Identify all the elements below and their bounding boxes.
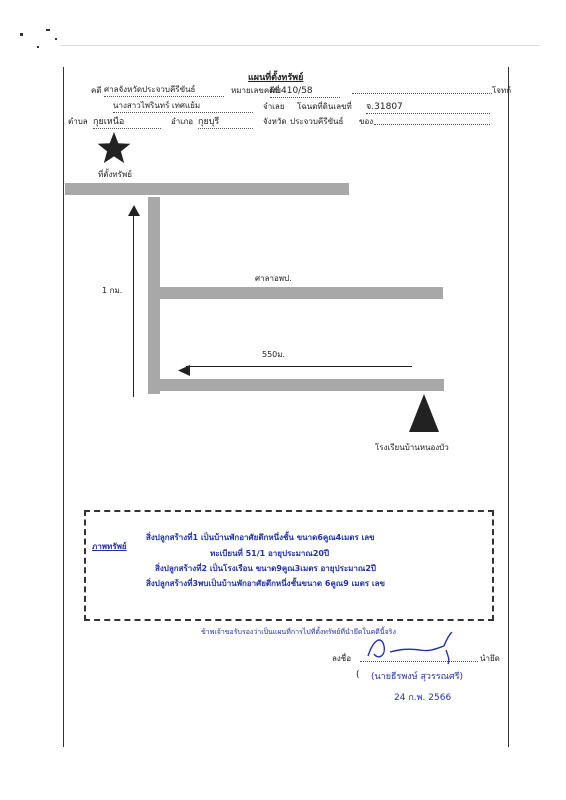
main-road (65, 183, 349, 195)
plaintiff-label: โจทก์ (492, 86, 512, 95)
defendant-name: นางสาวไพรินทร์ เทศแย้ม (113, 99, 253, 113)
case-number: ผบ410/58 (270, 83, 340, 98)
side-road-upper (160, 287, 443, 299)
property-location-label: ที่ตั้งทรัพย์ (98, 170, 132, 179)
case-number-label: หมายเลขคดีที่ (231, 86, 280, 95)
province-label: จังหวัด (263, 117, 287, 126)
sign-label: ลงชื่อ (332, 654, 352, 663)
structure-line-2: ทะเบียนที่ 51/1 อายุประมาณ20ปี (210, 549, 330, 558)
subdistrict-label: ตำบล (68, 117, 88, 126)
subdistrict: กุยเหนือ (93, 114, 161, 129)
court-label: คดี (91, 86, 102, 95)
structure-line-4: สิ่งปลูกสร้างที่3พบเป็นบ้านพักอาศัยตึกหนึ่งชั้นขนาด 6คูณ9 เมตร เลข (146, 579, 385, 588)
plaintiff-field (352, 93, 492, 94)
structure-line-3: สิ่งปลูกสร้างที่2 เป็นโรงเรือน ขนาด9คูณ3เมตร อายุประมาณ2ปี (155, 564, 376, 573)
arrow-up-icon (128, 202, 140, 221)
property-image-label: ภาพทรัพย์ (92, 542, 127, 551)
community-office-label: ศาลาอพป. (255, 274, 292, 283)
signature-line (360, 661, 478, 662)
seizing-role-label: นำยึด (480, 654, 500, 663)
deed-number-label: โฉนดที่ดินเลขที่ (297, 102, 352, 111)
vertical-distance-arrow (133, 209, 134, 397)
owner-field (374, 124, 490, 125)
signature-date: 24 ก.พ. 2566 (394, 693, 452, 703)
handwritten-signature (360, 630, 470, 670)
arrow-left-icon (178, 361, 190, 380)
deed-number: จ.31807 (366, 99, 490, 114)
vertical-road (148, 197, 160, 394)
certification-statement: ข้าพเจ้าขอรับรองว่าเป็นแผนที่การไปที่ตั้งทรัพย์ที่นำยึดในคดีนี้จริง (201, 628, 396, 636)
side-road-lower (160, 379, 444, 391)
province: ประจวบคีรีขันธ์ (290, 117, 344, 126)
scan-mark (20, 33, 23, 36)
owner-label: ของ (359, 117, 374, 126)
school-label: โรงเรียนบ้านหนองบัว (375, 443, 449, 452)
signatory-name: (นายธีรพงษ์ สุวรรณศรี) (371, 672, 464, 682)
school-triangle-icon (409, 394, 439, 436)
top-rule (60, 45, 540, 46)
scan-mark (37, 46, 39, 48)
document-title: แผนที่ตั้งทรัพย์ (248, 73, 304, 83)
horizontal-distance-label: 550ม. (262, 350, 286, 359)
scan-mark (46, 29, 50, 31)
defendant-label: จำเลย (263, 102, 285, 111)
district-label: อำเภอ (171, 117, 194, 126)
scan-mark (55, 38, 57, 40)
name-open-paren: ( (356, 670, 360, 680)
horizontal-distance-arrow (186, 366, 412, 367)
property-star-icon (96, 131, 132, 169)
vertical-distance-label: 1 กม. (102, 286, 123, 295)
structure-line-1: สิ่งปลูกสร้างที่1 เป็นบ้านพักอาศัยตึกหนึ่งชั้น ขนาด6คูณ4เมตร เลข (146, 533, 375, 542)
court-name: ศาลจังหวัดประจวบคีรีขันธ์ (104, 83, 224, 97)
district: กุยบุรี (198, 114, 253, 129)
